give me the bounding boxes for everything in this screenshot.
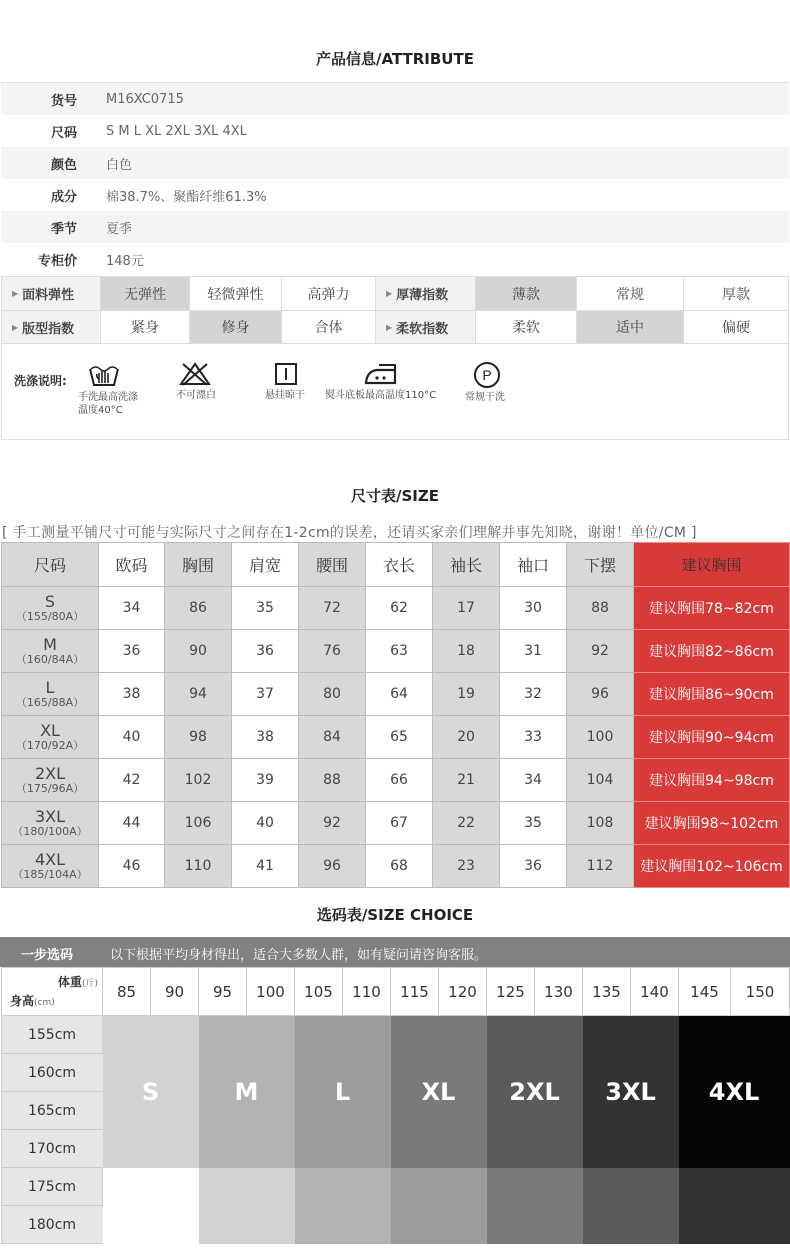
attribute-label: 专柜价 bbox=[37, 253, 77, 269]
triangle-icon: ▶ bbox=[386, 322, 393, 332]
size-block-s: S bbox=[103, 1016, 199, 1168]
choice-header-bar bbox=[0, 937, 790, 967]
weight-cell: 85 bbox=[103, 968, 151, 1016]
size-block-xl: XL bbox=[391, 1016, 487, 1168]
weight-cell: 150 bbox=[731, 968, 790, 1016]
size-value-cell: 21 bbox=[433, 759, 500, 802]
size-value-cell: 35 bbox=[232, 587, 299, 630]
size-value-cell: 110 bbox=[165, 845, 232, 888]
size-value-cell: 37 bbox=[232, 673, 299, 716]
size-value-cell: 106 bbox=[165, 802, 232, 845]
size-value-cell: 88 bbox=[567, 587, 634, 630]
size-value-cell: 41 bbox=[232, 845, 299, 888]
size-block-lower bbox=[583, 1168, 679, 1244]
size-value-cell: 34 bbox=[500, 759, 567, 802]
attribute-row-color bbox=[1, 147, 789, 179]
size-value-cell: 66 bbox=[366, 759, 433, 802]
size-cell: L （165/88A） bbox=[2, 673, 99, 716]
index-option: 偏硬 bbox=[683, 311, 788, 343]
size-value-cell: 17 bbox=[433, 587, 500, 630]
col-header: 腰围 bbox=[299, 543, 366, 587]
col-header: 胸围 bbox=[165, 543, 232, 587]
size-block-2xl: 2XL bbox=[487, 1016, 583, 1168]
size-value-cell: 63 bbox=[366, 630, 433, 673]
height-label: 身高(cm) bbox=[10, 994, 55, 1008]
washing-item: P 常规干洗 bbox=[465, 361, 505, 404]
size-value-cell: 40 bbox=[99, 716, 165, 759]
recommend-bust-cell: 建议胸围78~82cm bbox=[634, 587, 790, 630]
attribute-row-price bbox=[1, 243, 789, 275]
attribute-value: 夏季 bbox=[106, 221, 133, 237]
size-value-cell: 36 bbox=[232, 630, 299, 673]
attribute-value: M16XC0715 bbox=[106, 91, 184, 107]
size-value-cell: 40 bbox=[232, 802, 299, 845]
size-cell: M （160/84A） bbox=[2, 630, 99, 673]
size-value-cell: 96 bbox=[299, 845, 366, 888]
height-row bbox=[2, 1016, 790, 1054]
size-title: 尺寸表/SIZE bbox=[351, 487, 439, 505]
size-block-lower bbox=[295, 1168, 391, 1244]
washing-item: 手洗最高洗涤 温度40°C bbox=[78, 361, 138, 417]
attribute-row-item-no bbox=[1, 83, 789, 115]
index-option: 合体 bbox=[281, 311, 375, 343]
index-option: 常规 bbox=[576, 277, 683, 310]
attribute-label: 成分 bbox=[50, 189, 77, 205]
col-header: 肩宽 bbox=[232, 543, 299, 587]
weight-cell: 100 bbox=[247, 968, 295, 1016]
size-cell: 2XL （175/96A） bbox=[2, 759, 99, 802]
size-value-cell: 34 bbox=[99, 587, 165, 630]
index-option-selected: 薄款 bbox=[475, 277, 576, 310]
size-value-cell: 112 bbox=[567, 845, 634, 888]
triangle-icon: ▶ bbox=[12, 289, 19, 298]
col-header: 下摆 bbox=[567, 543, 634, 587]
size-value-cell: 98 bbox=[165, 716, 232, 759]
size-row bbox=[2, 802, 790, 845]
size-block-lower bbox=[391, 1168, 487, 1244]
washing-label: 洗涤说明: bbox=[14, 374, 67, 388]
svg-text:P: P bbox=[482, 367, 492, 383]
size-value-cell: 31 bbox=[500, 630, 567, 673]
attribute-label: 颜色 bbox=[50, 157, 77, 173]
size-value-cell: 36 bbox=[99, 630, 165, 673]
attribute-title: 产品信息/ATTRIBUTE bbox=[316, 50, 474, 68]
weight-cell: 110 bbox=[343, 968, 391, 1016]
iron-icon bbox=[363, 361, 399, 387]
weight-label: 体重(斤) bbox=[57, 975, 98, 989]
size-row bbox=[2, 716, 790, 759]
size-value-cell: 46 bbox=[99, 845, 165, 888]
size-value-cell: 65 bbox=[366, 716, 433, 759]
no-bleach-icon bbox=[179, 361, 211, 387]
col-header: 尺码 bbox=[2, 543, 99, 587]
size-value-cell: 94 bbox=[165, 673, 232, 716]
dry-clean-p-icon bbox=[473, 361, 501, 389]
weight-cell: 130 bbox=[535, 968, 583, 1016]
size-table-header bbox=[2, 543, 790, 587]
attribute-value: 白色 bbox=[106, 157, 133, 173]
index-header-softness: ▶ 柔软指数 bbox=[375, 311, 475, 343]
attribute-row-size bbox=[1, 115, 789, 147]
index-header-thickness: ▶ 厚薄指数 bbox=[375, 277, 475, 310]
recommend-bust-cell: 建议胸围98~102cm bbox=[634, 802, 790, 845]
attribute-value: S M L XL 2XL 3XL 4XL bbox=[106, 123, 247, 139]
size-value-cell: 22 bbox=[433, 802, 500, 845]
size-value-cell: 86 bbox=[165, 587, 232, 630]
size-value-cell: 92 bbox=[299, 802, 366, 845]
size-value-cell: 64 bbox=[366, 673, 433, 716]
size-block-lower bbox=[103, 1168, 199, 1244]
size-value-cell: 76 bbox=[299, 630, 366, 673]
index-option: 柔软 bbox=[475, 311, 576, 343]
attribute-label: 货号 bbox=[50, 93, 77, 109]
triangle-icon: ▶ bbox=[386, 289, 393, 298]
height-cell: 165cm bbox=[2, 1092, 103, 1130]
size-value-cell: 67 bbox=[366, 802, 433, 845]
size-cell: S （155/80A） bbox=[2, 587, 99, 630]
attribute-label: 尺码 bbox=[50, 125, 77, 141]
weight-cell: 125 bbox=[487, 968, 535, 1016]
col-header: 袖口 bbox=[500, 543, 567, 587]
attribute-row-material bbox=[1, 179, 789, 211]
size-block-lower bbox=[679, 1168, 790, 1244]
index-grid bbox=[1, 276, 789, 344]
size-value-cell: 84 bbox=[299, 716, 366, 759]
weight-height-corner bbox=[2, 968, 103, 1016]
size-block-lower bbox=[199, 1168, 295, 1244]
recommend-bust-cell: 建议胸围102~106cm bbox=[634, 845, 790, 888]
weight-cell: 90 bbox=[151, 968, 199, 1016]
size-value-cell: 36 bbox=[500, 845, 567, 888]
attribute-table bbox=[1, 82, 789, 275]
attribute-row-season bbox=[1, 211, 789, 243]
size-value-cell: 72 bbox=[299, 587, 366, 630]
size-row bbox=[2, 673, 790, 716]
index-header-elasticity: ▶ 面料弹性 bbox=[2, 277, 100, 310]
washing-item: 熨斗底板最高温度110°C bbox=[325, 361, 436, 402]
size-value-cell: 62 bbox=[366, 587, 433, 630]
washing-item: 悬挂晾干 bbox=[265, 361, 305, 402]
size-value-cell: 30 bbox=[500, 587, 567, 630]
col-header: 欧码 bbox=[99, 543, 165, 587]
size-block-3xl: 3XL bbox=[583, 1016, 679, 1168]
size-block-l: L bbox=[295, 1016, 391, 1168]
size-value-cell: 20 bbox=[433, 716, 500, 759]
hand-wash-icon bbox=[88, 361, 120, 389]
index-option-selected: 无弹性 bbox=[100, 277, 189, 310]
height-cell: 170cm bbox=[2, 1130, 103, 1168]
choice-table bbox=[1, 967, 790, 1244]
size-row bbox=[2, 630, 790, 673]
size-value-cell: 104 bbox=[567, 759, 634, 802]
col-header: 衣长 bbox=[366, 543, 433, 587]
size-cell: 3XL （180/100A） bbox=[2, 802, 99, 845]
height-cell: 180cm bbox=[2, 1206, 103, 1244]
recommend-bust-cell: 建议胸围94~98cm bbox=[634, 759, 790, 802]
size-cell: 4XL （185/104A） bbox=[2, 845, 99, 888]
weight-cell: 135 bbox=[583, 968, 631, 1016]
size-value-cell: 39 bbox=[232, 759, 299, 802]
size-note: [ 手工测量平铺尺寸可能与实际尺寸之间存在1-2cm的误差，还请买家亲们理解并事先知晓，谢谢！单位/CM ] bbox=[2, 525, 697, 541]
index-option: 高弹力 bbox=[281, 277, 375, 310]
size-table bbox=[1, 542, 790, 888]
weight-cell: 115 bbox=[391, 968, 439, 1016]
size-cell: XL （170/92A） bbox=[2, 716, 99, 759]
size-value-cell: 38 bbox=[99, 673, 165, 716]
size-block-m: M bbox=[199, 1016, 295, 1168]
attribute-value: 棉38.7%、聚酯纤维61.3% bbox=[106, 189, 267, 205]
index-option: 厚款 bbox=[683, 277, 788, 310]
size-value-cell: 33 bbox=[500, 716, 567, 759]
attribute-label: 季节 bbox=[50, 221, 77, 237]
recommend-bust-cell: 建议胸围90~94cm bbox=[634, 716, 790, 759]
index-option: 紧身 bbox=[100, 311, 189, 343]
index-option-selected: 修身 bbox=[189, 311, 281, 343]
size-value-cell: 35 bbox=[500, 802, 567, 845]
size-value-cell: 38 bbox=[232, 716, 299, 759]
triangle-icon: ▶ bbox=[12, 322, 19, 332]
size-value-cell: 80 bbox=[299, 673, 366, 716]
hang-dry-icon bbox=[273, 361, 299, 387]
size-value-cell: 100 bbox=[567, 716, 634, 759]
height-cell: 175cm bbox=[2, 1168, 103, 1206]
size-value-cell: 32 bbox=[500, 673, 567, 716]
height-cell: 160cm bbox=[2, 1054, 103, 1092]
size-block-lower bbox=[487, 1168, 583, 1244]
weight-cell: 120 bbox=[439, 968, 487, 1016]
col-header-recommend: 建议胸围 bbox=[634, 543, 790, 587]
size-value-cell: 88 bbox=[299, 759, 366, 802]
washing-item: 不可漂白 bbox=[176, 361, 216, 402]
index-option: 轻微弹性 bbox=[189, 277, 281, 310]
size-value-cell: 102 bbox=[165, 759, 232, 802]
size-row bbox=[2, 845, 790, 888]
size-value-cell: 90 bbox=[165, 630, 232, 673]
weight-cell: 140 bbox=[631, 968, 679, 1016]
recommend-bust-cell: 建议胸围82~86cm bbox=[634, 630, 790, 673]
weight-cell: 95 bbox=[199, 968, 247, 1016]
size-block-4xl: 4XL bbox=[679, 1016, 790, 1168]
height-cell: 155cm bbox=[2, 1016, 103, 1054]
choice-title: 选码表/SIZE CHOICE bbox=[316, 906, 474, 924]
size-row bbox=[2, 759, 790, 802]
size-row bbox=[2, 587, 790, 630]
size-value-cell: 18 bbox=[433, 630, 500, 673]
washing-instructions bbox=[1, 343, 789, 440]
weight-cell: 105 bbox=[295, 968, 343, 1016]
choice-step-label: 一步选码 bbox=[21, 948, 74, 963]
size-value-cell: 19 bbox=[433, 673, 500, 716]
size-value-cell: 68 bbox=[366, 845, 433, 888]
size-value-cell: 108 bbox=[567, 802, 634, 845]
size-value-cell: 92 bbox=[567, 630, 634, 673]
index-option-selected: 适中 bbox=[576, 311, 683, 343]
recommend-bust-cell: 建议胸围86~90cm bbox=[634, 673, 790, 716]
index-header-fit: ▶ 版型指数 bbox=[2, 311, 100, 343]
choice-description: 以下根据平均身材得出，适合大多数人群，如有疑问请咨询客服。 bbox=[110, 948, 488, 963]
col-header: 袖长 bbox=[433, 543, 500, 587]
weight-cell: 145 bbox=[679, 968, 731, 1016]
size-value-cell: 23 bbox=[433, 845, 500, 888]
height-row bbox=[2, 1168, 790, 1206]
attribute-value: 148元 bbox=[106, 253, 144, 269]
weight-row bbox=[2, 968, 790, 1016]
size-value-cell: 44 bbox=[99, 802, 165, 845]
size-value-cell: 42 bbox=[99, 759, 165, 802]
size-value-cell: 96 bbox=[567, 673, 634, 716]
